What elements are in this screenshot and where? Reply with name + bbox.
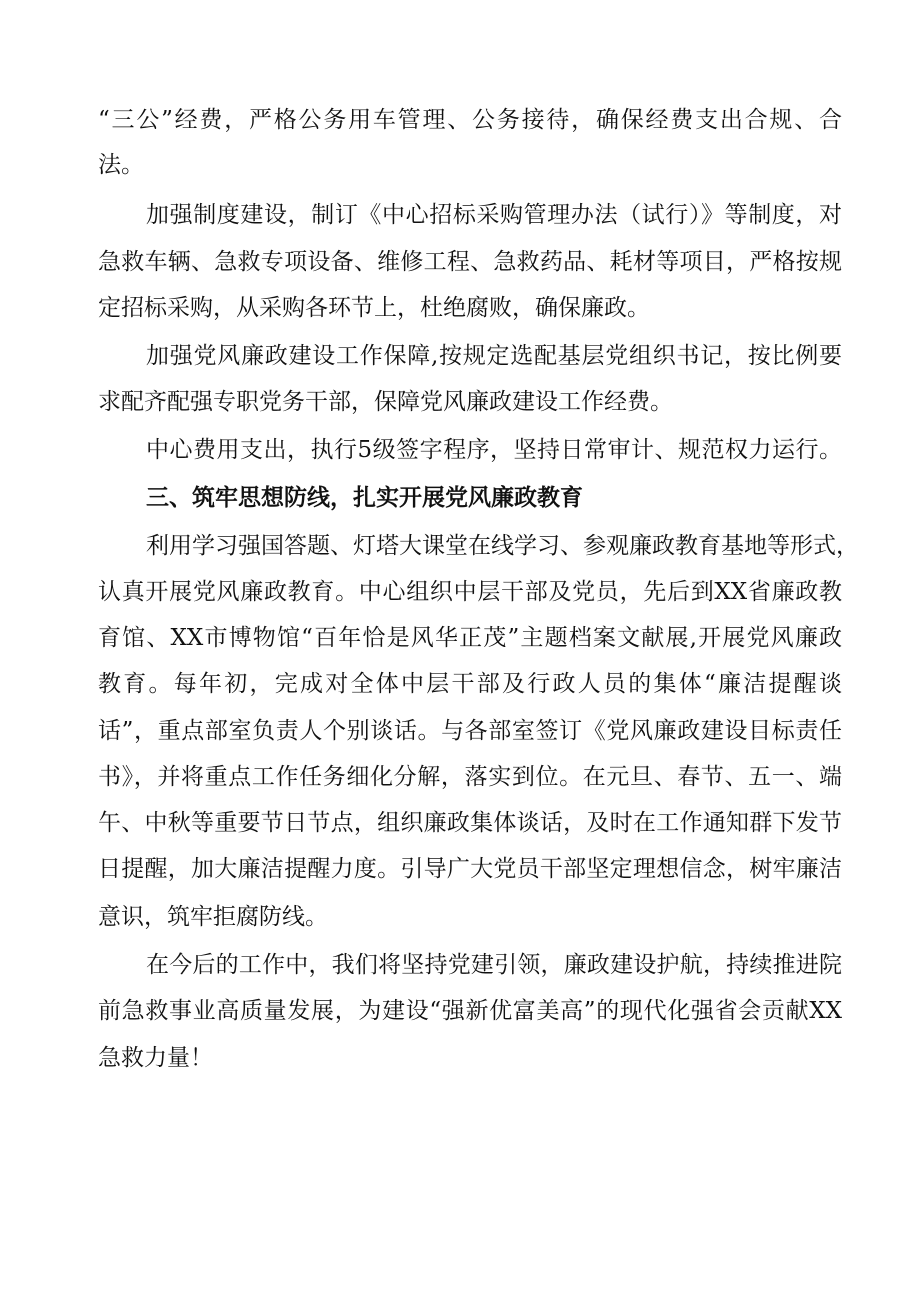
- text-line: 加强党风廉政建设工作保障,按规定选配基层党组织书记，按比例要: [146, 343, 842, 369]
- text-line: 中心费用支出，执行5级签字程序，坚持日常审计、规范权力运行。: [146, 437, 842, 463]
- text-line: 急救车辆、急救专项设备、维修工程、急救药品、耗材等项目，严格按规: [98, 249, 842, 275]
- text-line: 急救力量！: [98, 1045, 213, 1071]
- text-line: 求配齐配强专职党务干部，保障党风廉政建设工作经费。: [98, 389, 673, 415]
- text-line: 加强制度建设，制订《中心招标采购管理办法（试行）》等制度，对: [146, 202, 842, 228]
- text-line: 话”，重点部室负责人个别谈话。与各部室签订《党风廉政建设目标责任: [98, 718, 842, 744]
- text-line: 书》，并将重点工作任务细化分解，落实到位。在元旦、春节、五一、端: [98, 764, 842, 790]
- text-line: 认真开展党风廉政教育。中心组织中层干部及党员，先后到XX省廉政教: [98, 579, 842, 605]
- text-line: 意识，筑牢拒腐防线。: [98, 904, 328, 930]
- text-line: 法。: [98, 152, 144, 178]
- text-line: 定招标采购，从采购各环节上，杜绝腐败，确保廉政。: [98, 295, 650, 321]
- text-line: 日提醒，加大廉洁提醒力度。引导广大党员干部坚定理想信念，树牢廉洁: [98, 856, 842, 882]
- text-line: 育馆、XX市博物馆“百年恰是风华正茂”主题档案文献展,开展党风廉政: [98, 625, 842, 651]
- text-line: 前急救事业高质量发展，为建设“强新优富美高”的现代化强省会贡献XX: [98, 998, 842, 1024]
- section-heading: 三、筑牢思想防线，扎实开展党风廉政教育: [146, 485, 583, 511]
- text-line: 在今后的工作中，我们将坚持党建引领，廉政建设护航，持续推进院: [146, 952, 842, 978]
- text-line: 利用学习强国答题、灯塔大课堂在线学习、参观廉政教育基地等形式，: [146, 533, 859, 559]
- text-line: 教育。每年初，完成对全体中层干部及行政人员的集体“廉洁提醒谈: [98, 671, 842, 697]
- text-line: “三公”经费，严格公务用车管理、公务接待，确保经费支出合规、合: [98, 107, 842, 133]
- text-line: 午、中秋等重要节日节点，组织廉政集体谈话，及时在工作通知群下发节: [98, 810, 842, 836]
